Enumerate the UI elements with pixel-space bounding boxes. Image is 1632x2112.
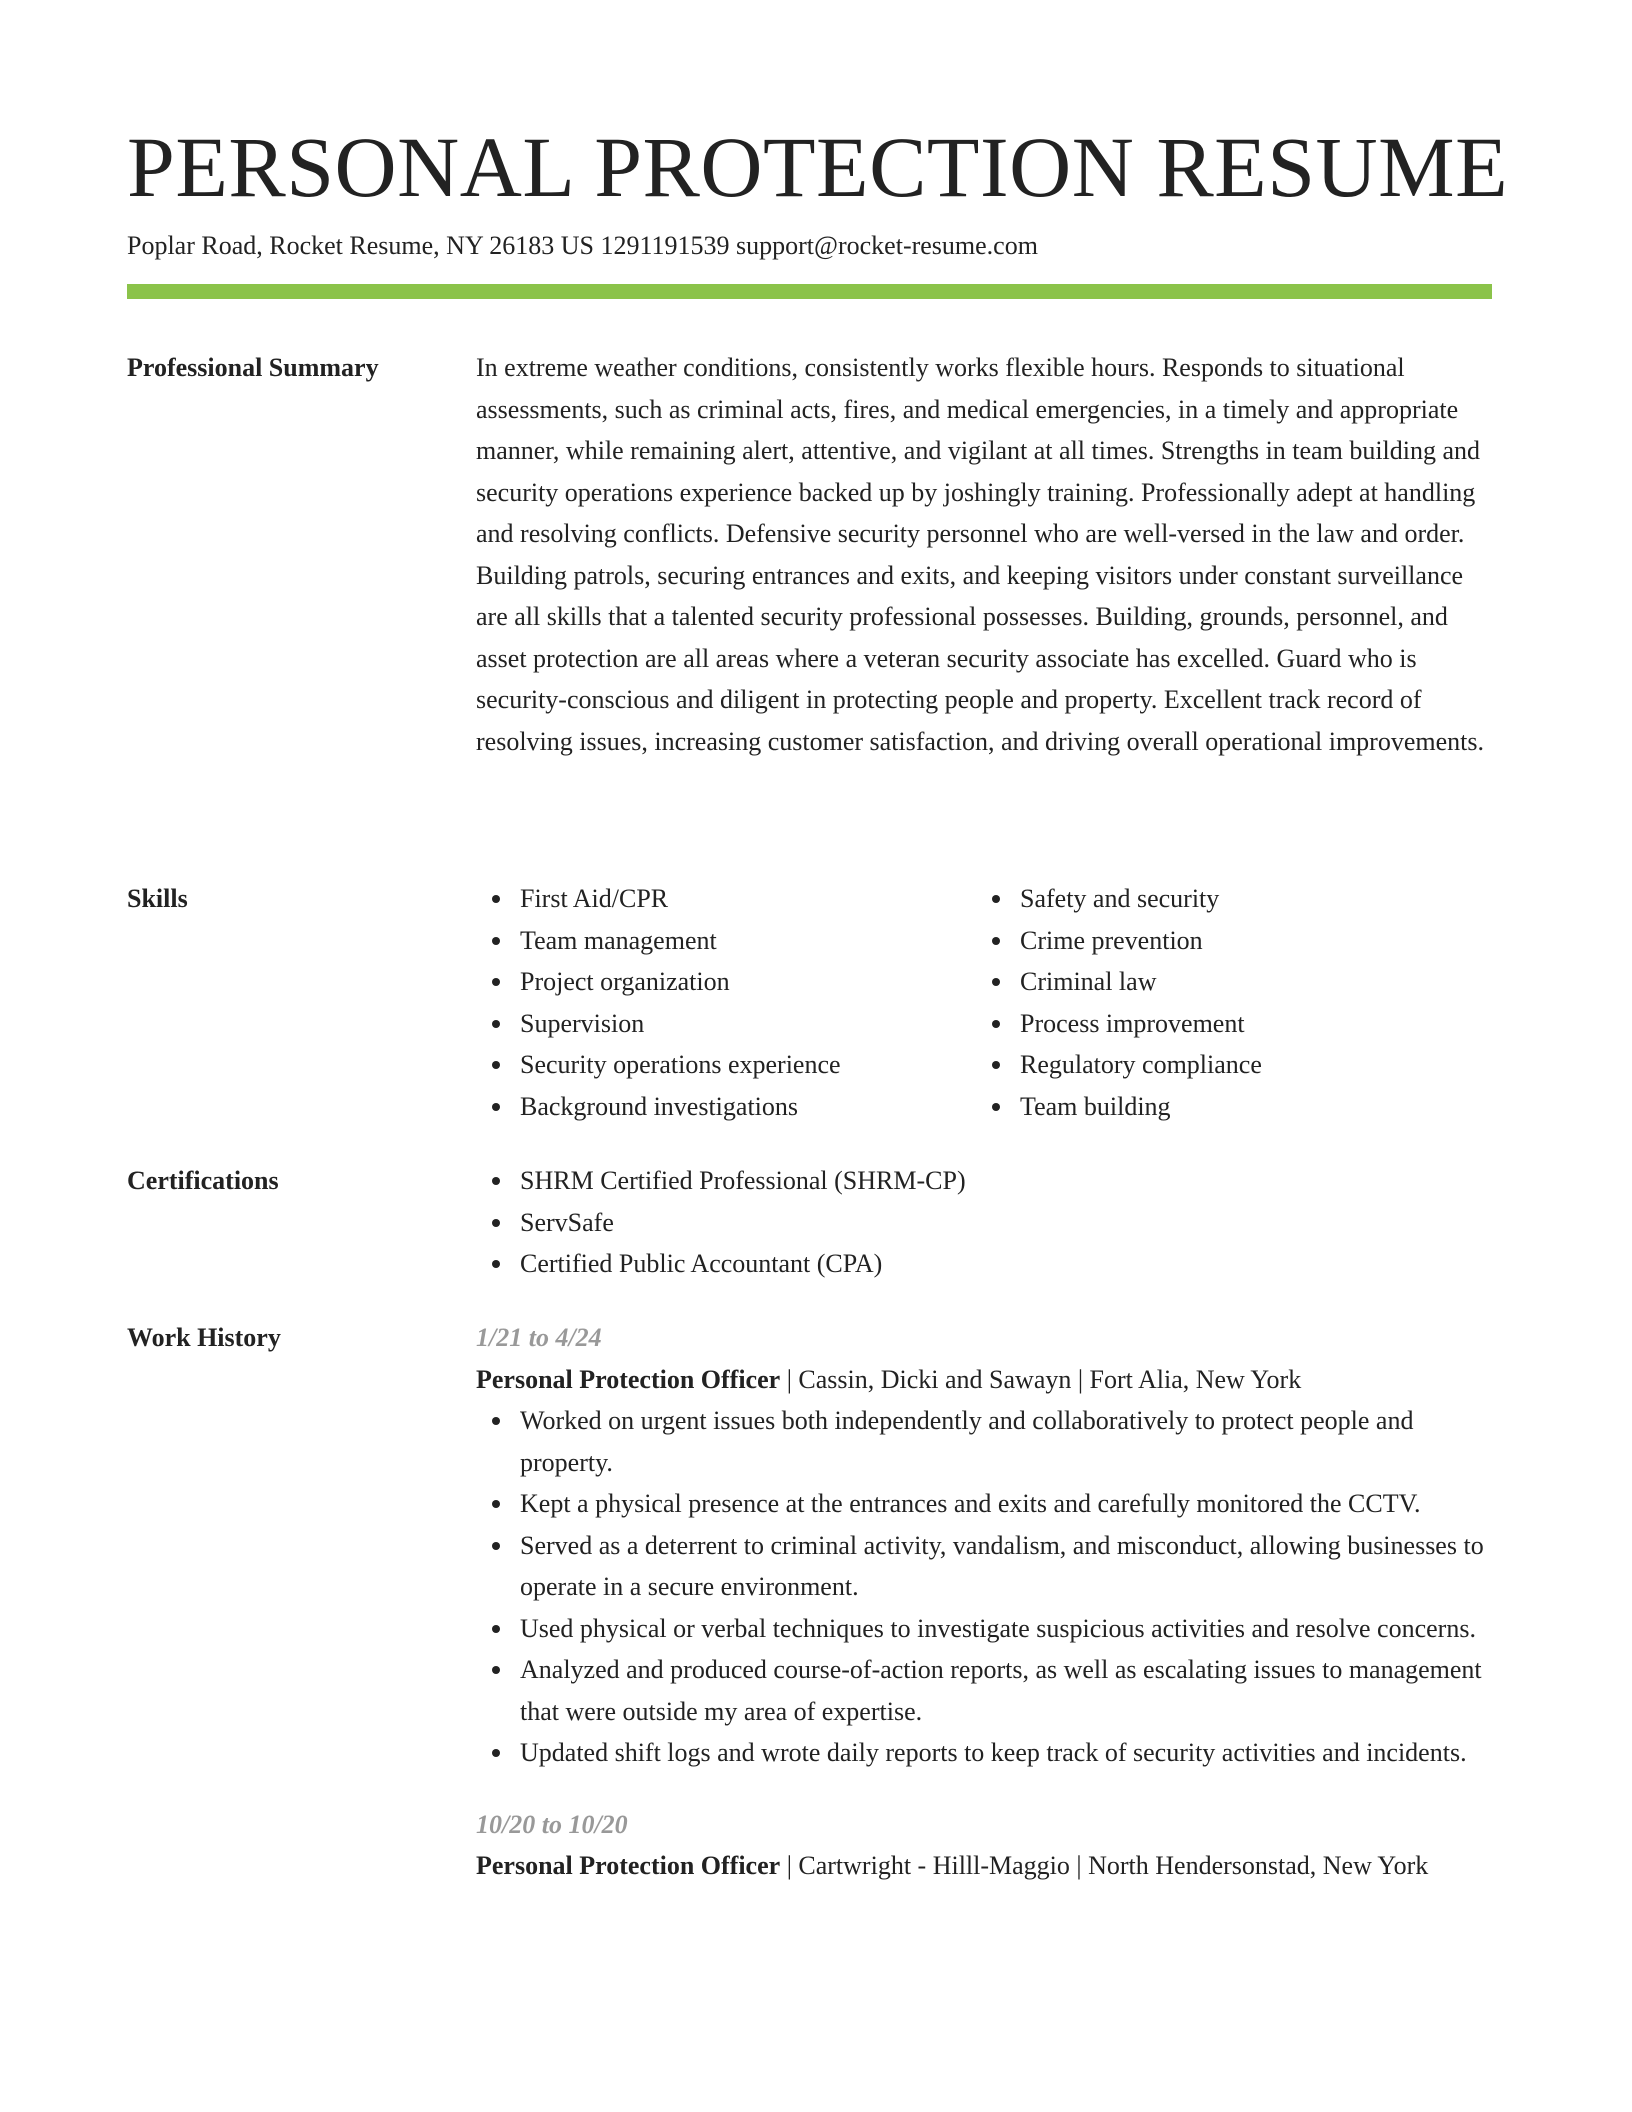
job-duties-list <box>476 1400 1496 1774</box>
job-duty-item: Analyzed and produced course-of-action reports, as well as escalating issues to management that were outside my area of expertise. <box>476 1649 1496 1732</box>
work-history-content <box>476 1317 1496 1887</box>
certification-item: ServSafe <box>476 1202 1496 1244</box>
certification-item: Certified Public Accountant (CPA) <box>476 1243 1496 1285</box>
job-title: Personal Protection Officer <box>476 1364 781 1394</box>
contact-line: Poplar Road, Rocket Resume, NY 26183 US 1291191539 support@rocket-resume.com <box>127 231 1038 260</box>
certifications-list <box>476 1160 1496 1285</box>
summary-content <box>476 347 1496 762</box>
job-duty-item: Kept a physical presence at the entrances and exits and carefully monitored the CCTV. <box>476 1483 1496 1525</box>
summary-text: In extreme weather conditions, consistently works flexible hours. Responds to situational assessments, such as criminal acts, fires, and medical emergencies, in a timely and appropriate manner, while remaining alert, attentive, and vigilant at all times. Strengths in team building and security operations experience backed up by joshingly training. Professionally adept at handling and resolving conflicts. Defensive security personnel who are well-versed in the law and order. Building patrols, securing entrances and exits, and keeping visitors under constant surveillance are all skills that a talented security professional possesses. Building, grounds, personnel, and asset protection are all areas where a veteran security associate has excelled. Guard who is security-conscious and diligent in protecting people and property. Excellent track record of resolving issues, increasing customer satisfaction, and driving overall operational improvements. <box>476 353 1484 756</box>
skill-item: Team building <box>976 1086 1476 1128</box>
resume-title: PERSONAL PROTECTION RESUME <box>127 119 1509 215</box>
skills-label: Skills <box>127 884 188 913</box>
skill-item: Security operations experience <box>476 1044 976 1086</box>
skill-item: Crime prevention <box>976 920 1476 962</box>
skill-item: Background investigations <box>476 1086 976 1128</box>
skill-item: Regulatory compliance <box>976 1044 1476 1086</box>
summary-label: Professional Summary <box>127 353 379 382</box>
job-details: | Cartwright - Hilll-Maggio | North Hendersonstad, New York <box>780 1851 1429 1880</box>
certification-item: SHRM Certified Professional (SHRM-CP) <box>476 1160 1496 1202</box>
skills-content <box>476 878 1496 1127</box>
job-duty-item: Used physical or verbal techniques to investigate suspicious activities and resolve concerns. <box>476 1608 1496 1650</box>
skill-item: Team management <box>476 920 976 962</box>
job-entry <box>476 1317 1496 1774</box>
job-dates: 10/20 to 10/20 <box>476 1809 628 1839</box>
skill-item: Project organization <box>476 961 976 1003</box>
job-entry <box>476 1804 1496 1887</box>
skills-column-2 <box>976 878 1476 1127</box>
job-heading <box>476 1359 1496 1401</box>
job-duty-item: Served as a deterrent to criminal activity, vandalism, and misconduct, allowing businesses to operate in a secure environment. <box>476 1525 1496 1608</box>
work-history-label: Work History <box>127 1323 281 1352</box>
accent-divider <box>127 284 1492 299</box>
skill-item: First Aid/CPR <box>476 878 976 920</box>
job-heading <box>476 1845 1496 1887</box>
certifications-label: Certifications <box>127 1166 279 1195</box>
skills-column-1 <box>476 878 976 1127</box>
job-details: | Cassin, Dicki and Sawayn | Fort Alia, New York <box>780 1364 1302 1394</box>
job-duty-item: Worked on urgent issues both independently and collaboratively to protect people and property. <box>476 1400 1496 1483</box>
certifications-content <box>476 1160 1496 1285</box>
skill-item: Safety and security <box>976 878 1476 920</box>
job-title: Personal Protection Officer <box>476 1851 781 1880</box>
job-duty-item: Updated shift logs and wrote daily reports to keep track of security activities and incidents. <box>476 1732 1496 1774</box>
skill-item: Process improvement <box>976 1003 1476 1045</box>
skill-item: Supervision <box>476 1003 976 1045</box>
skill-item: Criminal law <box>976 961 1476 1003</box>
job-dates: 1/21 to 4/24 <box>476 1323 602 1352</box>
skills-columns <box>476 878 1496 1127</box>
